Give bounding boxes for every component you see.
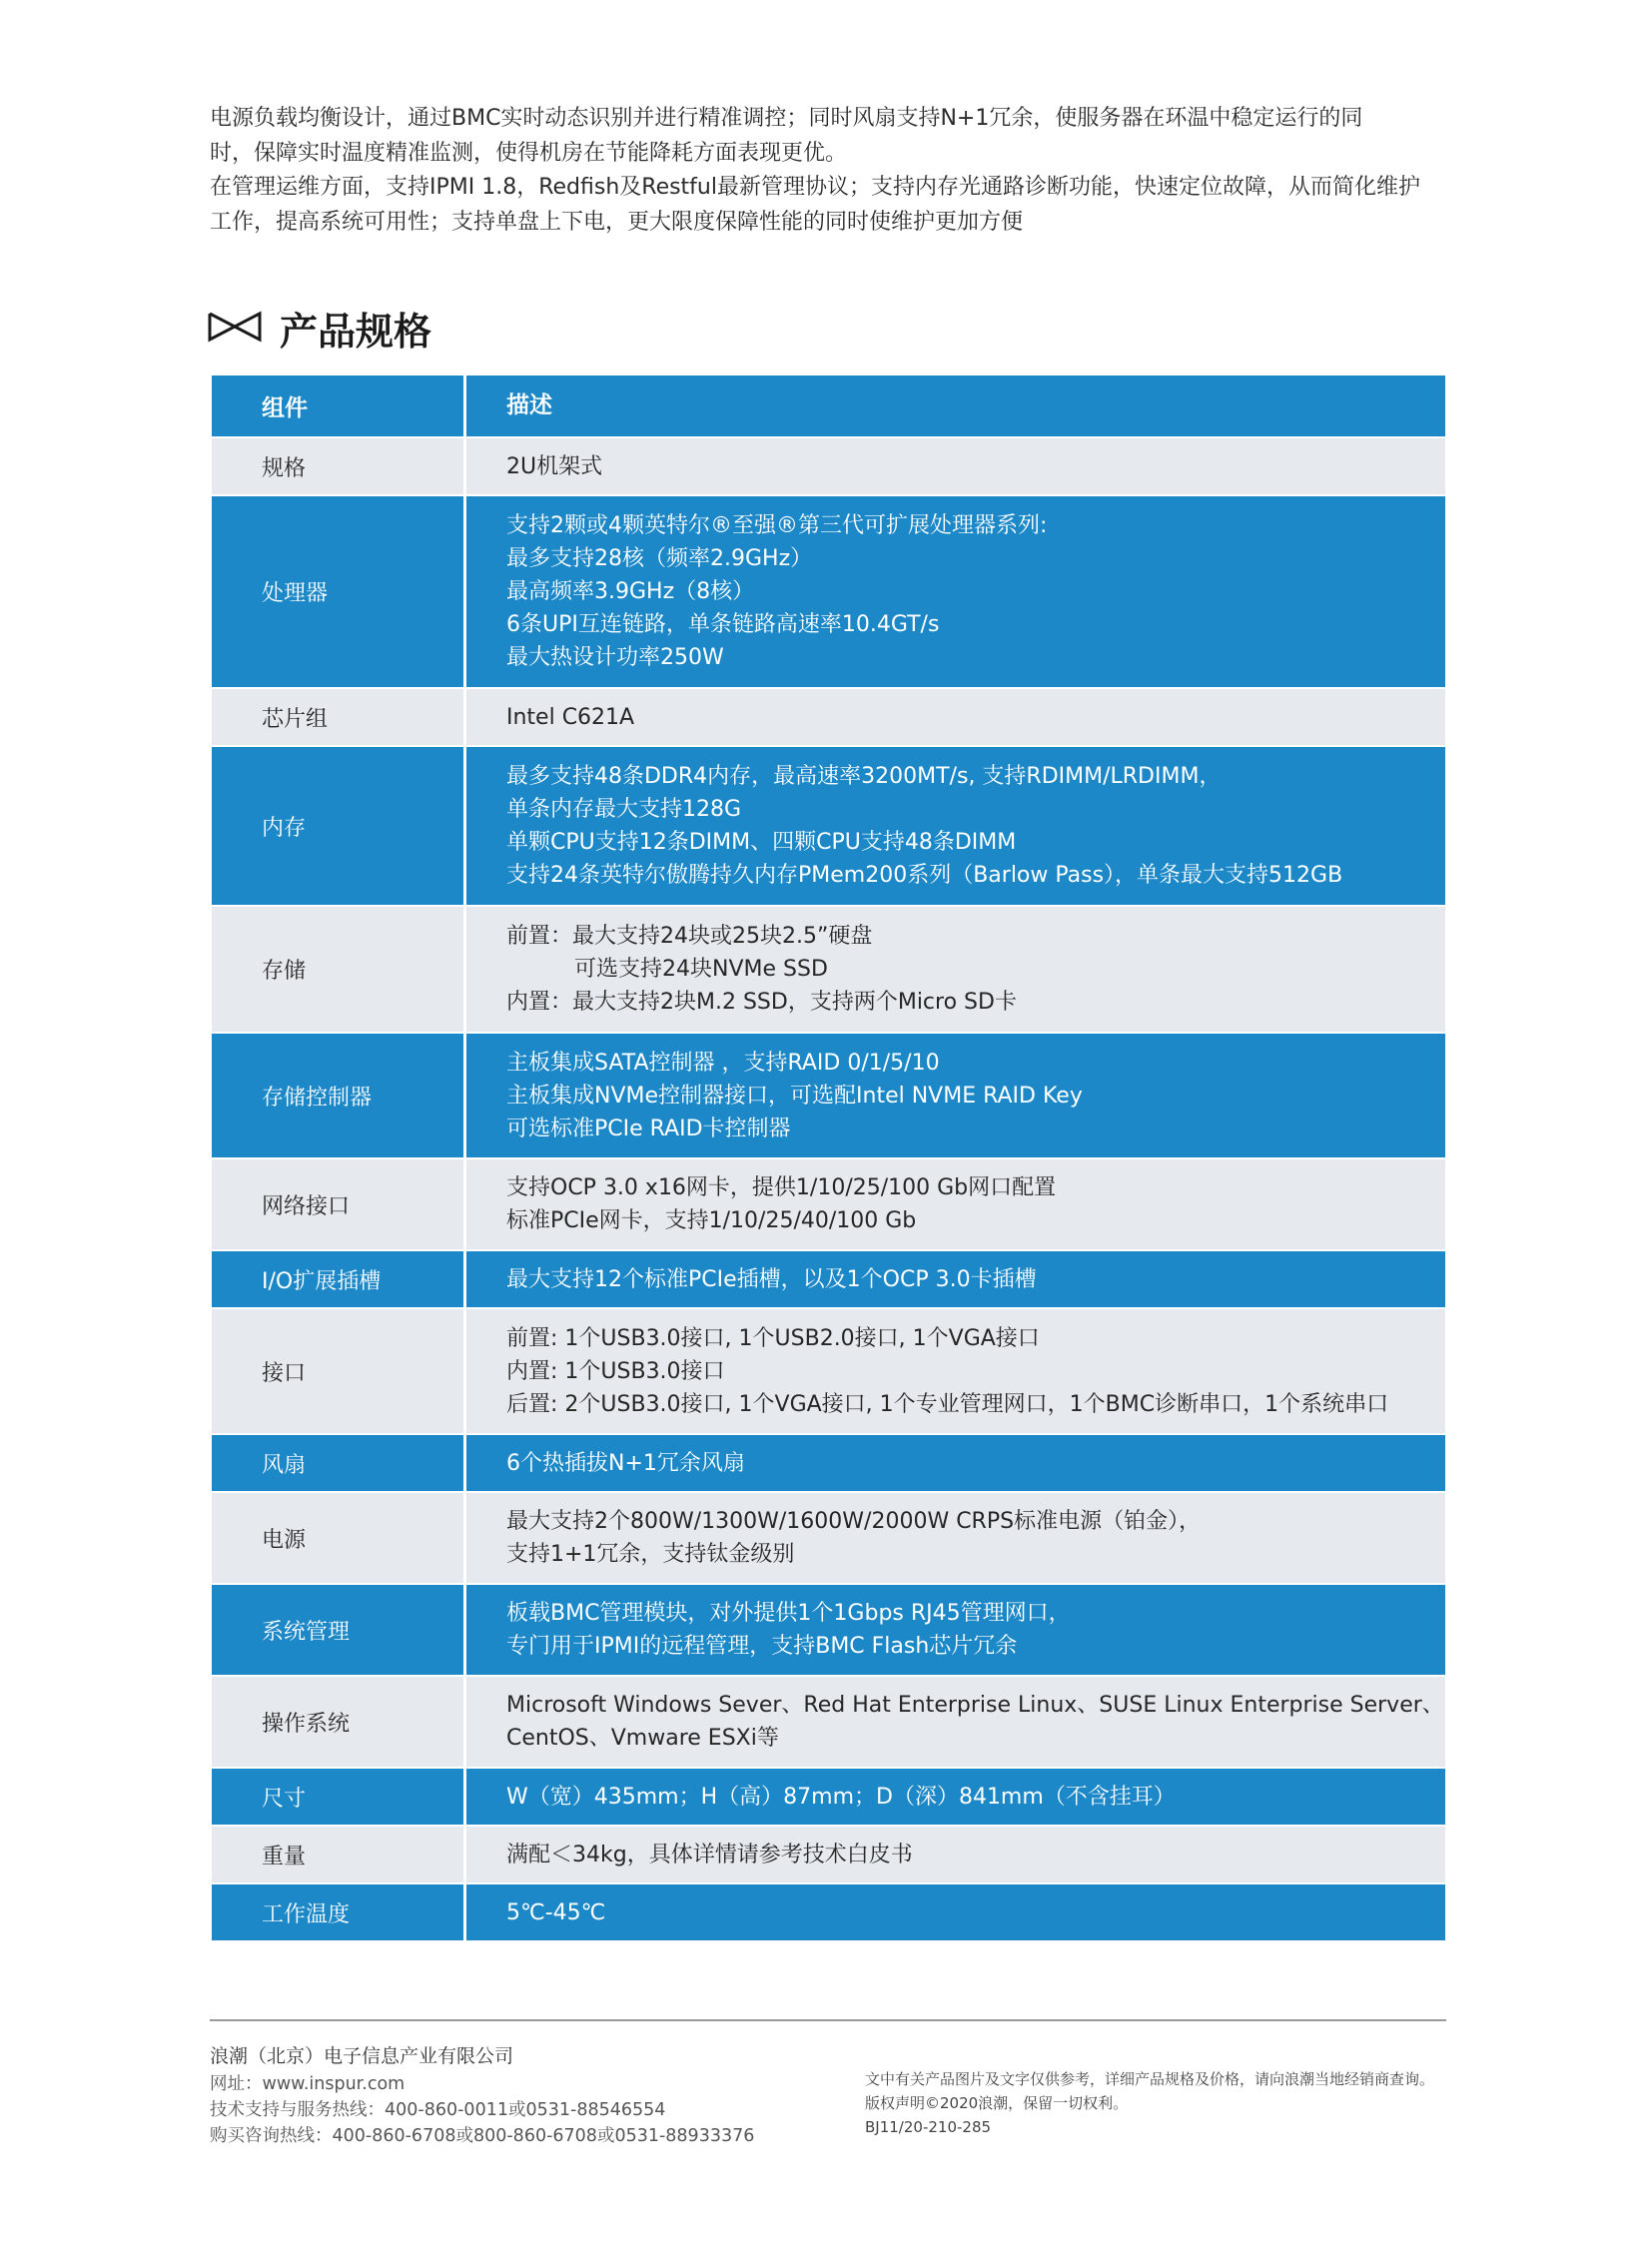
value-line: 前置: 1个USB3.0接口, 1个USB2.0接口, 1个VGA接口 — [506, 1325, 1040, 1351]
value-line: 内置：最大支持2块M.2 SSD，支持两个Micro SD卡 — [506, 990, 1017, 1015]
row-value — [466, 1034, 1445, 1157]
value-line: 专门用于IPMI的远程管理，支持BMC Flash芯片冗余 — [506, 1634, 1018, 1659]
row-label: 网络接口 — [212, 1159, 466, 1249]
row-value — [466, 496, 1445, 687]
row-label: 重量 — [212, 1827, 466, 1882]
row-value — [466, 1159, 1445, 1249]
value-line: 内置: 1个USB3.0接口 — [506, 1358, 725, 1384]
row-label: 风扇 — [212, 1435, 466, 1491]
row-value — [466, 1827, 1445, 1882]
value-line: 主板集成NVMe控制器接口，可选配Intel NVME RAID Key — [506, 1083, 1083, 1109]
value-line: 2U机架式 — [506, 453, 603, 479]
intro-line: 电源负载均衡设计，通过BMC实时动态识别并进行精准调控；同时风扇支持N+1冗余，使服务器在环温中稳定运行的同 — [210, 106, 1363, 131]
table-row — [212, 1309, 1445, 1435]
row-label: 工作温度 — [212, 1884, 466, 1940]
sales-hotline: 购买咨询热线：400-860-6708或800-860-6708或0531-88933376 — [210, 2126, 755, 2146]
value-line: 5℃-45℃ — [506, 1899, 606, 1925]
website-text: 网址：www.inspur.com — [210, 2074, 406, 2094]
row-value — [466, 907, 1445, 1032]
value-line: 支持2颗或4颗英特尔®至强®第三代可扩展处理器系列: — [506, 513, 1048, 538]
value-line: 后置: 2个USB3.0接口, 1个VGA接口, 1个专业管理网口，1个BMC诊断串口，1个系统串口 — [506, 1391, 1389, 1417]
intro-paragraph — [210, 102, 1448, 240]
table-row — [212, 747, 1445, 907]
value-line: Intel C621A — [506, 704, 635, 730]
intro-line: 工作，提高系统可用性；支持单盘上下电，更大限度保障性能的同时使维护更加方便 — [210, 209, 1024, 235]
table-row — [212, 1677, 1445, 1769]
row-value — [466, 1493, 1445, 1583]
copyright-text: 版权声明©2020浪潮，保留一切权利。 — [865, 2094, 1129, 2112]
row-label: 接口 — [212, 1309, 466, 1433]
row-value — [466, 1435, 1445, 1491]
value-line: 最大支持2个800W/1300W/1600W/2000W CRPS标准电源（铂金）， — [506, 1509, 1202, 1534]
spec-table — [212, 375, 1445, 1942]
row-value — [466, 1769, 1445, 1825]
table-row — [212, 907, 1445, 1034]
header-description: 描述 — [506, 392, 552, 418]
section-heading — [208, 300, 431, 356]
value-line: W（宽）435mm；H（高）87mm；D（深）841mm（不含挂耳） — [506, 1784, 1176, 1810]
row-value — [466, 1309, 1445, 1433]
row-label: 尺寸 — [212, 1769, 466, 1825]
value-line: 单条内存最大支持128G — [506, 797, 742, 822]
document-code: BJ11/20-210-285 — [865, 2118, 992, 2136]
intro-line: 时，保障实时温度精准监测，使得机房在节能降耗方面表现更优。 — [210, 140, 848, 166]
value-line: Microsoft Windows Sever、Red Hat Enterprise Linux、SUSE Linux Enterprise Server、 — [506, 1693, 1444, 1718]
table-row — [212, 1159, 1445, 1251]
value-line: 可选支持24块NVMe SSD — [574, 957, 828, 982]
row-label: 存储控制器 — [212, 1034, 466, 1157]
bowtie-triangle-icon — [208, 310, 262, 346]
value-line: 支持1+1冗余，支持钛金级别 — [506, 1542, 795, 1567]
row-label: 内存 — [212, 747, 466, 905]
row-value — [466, 1884, 1445, 1940]
value-line: 前置：最大支持24块或25块2.5”硬盘 — [506, 924, 873, 949]
table-header-row — [212, 375, 1445, 438]
disclaimer-text: 文中有关产品图片及文字仅供参考，详细产品规格及价格，请向浪潮当地经销商查询。 — [865, 2070, 1435, 2088]
table-row — [212, 1884, 1445, 1942]
value-line: 6个热插拔N+1冗余风扇 — [506, 1450, 745, 1476]
row-label: 芯片组 — [212, 689, 466, 745]
table-row — [212, 496, 1445, 689]
table-row — [212, 1493, 1445, 1585]
value-line: 支持24条英特尔傲腾持久内存PMem200系列（Barlow Pass），单条最大支持512GB — [506, 863, 1343, 888]
value-line: 单颗CPU支持12条DIMM、四颗CPU支持48条DIMM — [506, 830, 1017, 855]
row-value — [466, 438, 1445, 494]
value-line: CentOS、Vmware ESXi等 — [506, 1726, 779, 1751]
value-line: 最大热设计功率250W — [506, 645, 724, 670]
footer-notes — [865, 2067, 1434, 2139]
value-line: 满配＜34kg，具体详情请参考技术白皮书 — [506, 1842, 913, 1868]
intro-line: 在管理运维方面，支持IPMI 1.8，Redfish及Restful最新管理协议；支持内存光通路诊断功能，快速定位故障，从而简化维护 — [210, 175, 1420, 200]
value-line: 板载BMC管理模块，对外提供1个1Gbps RJ45管理网口， — [506, 1601, 1071, 1626]
support-hotline: 技术支持与服务热线：400-860-0011或0531-88546554 — [210, 2100, 666, 2120]
row-label: 系统管理 — [212, 1585, 466, 1675]
value-line: 可选标准PCIe RAID卡控制器 — [506, 1116, 791, 1141]
table-row — [212, 1585, 1445, 1677]
table-row — [212, 689, 1445, 747]
value-line: 标准PCIe网卡，支持1/10/25/40/100 Gb — [506, 1208, 917, 1233]
row-value — [466, 1585, 1445, 1675]
table-row — [212, 1034, 1445, 1159]
row-label: 操作系统 — [212, 1677, 466, 1767]
table-row — [212, 1827, 1445, 1884]
value-line: 最高频率3.9GHz（8核） — [506, 579, 755, 604]
value-line: 最多支持28核（频率2.9GHz） — [506, 546, 813, 571]
row-label: 存储 — [212, 907, 466, 1032]
row-label: 处理器 — [212, 496, 466, 687]
footer-contact — [210, 2041, 754, 2149]
value-line: 最大支持12个标准PCIe插槽，以及1个OCP 3.0卡插槽 — [506, 1266, 1037, 1292]
footer-divider — [210, 2019, 1446, 2021]
table-row — [212, 1251, 1445, 1309]
value-line: 主板集成SATA控制器 ，支持RAID 0/1/5/10 — [506, 1050, 940, 1076]
row-value — [466, 1251, 1445, 1307]
value-line: 支持OCP 3.0 x16网卡，提供1/10/25/100 Gb网口配置 — [506, 1175, 1057, 1200]
row-value — [466, 689, 1445, 745]
table-row — [212, 1435, 1445, 1493]
row-label: 规格 — [212, 438, 466, 494]
company-name: 浪潮（北京）电子信息产业有限公司 — [210, 2045, 514, 2067]
value-line: 6条UPI互连链路，单条链路高速率10.4GT/s — [506, 612, 940, 637]
row-label: I/O扩展插槽 — [212, 1251, 466, 1307]
table-row — [212, 438, 1445, 496]
value-line: 最多支持48条DDR4内存，最高速率3200MT/s, 支持RDIMM/LRDIMM， — [506, 764, 1222, 789]
section-title: 产品规格 — [280, 309, 432, 354]
row-value — [466, 747, 1445, 905]
row-value — [466, 1677, 1445, 1767]
table-row — [212, 1769, 1445, 1827]
header-component: 组件 — [212, 375, 466, 436]
row-label: 电源 — [212, 1493, 466, 1583]
